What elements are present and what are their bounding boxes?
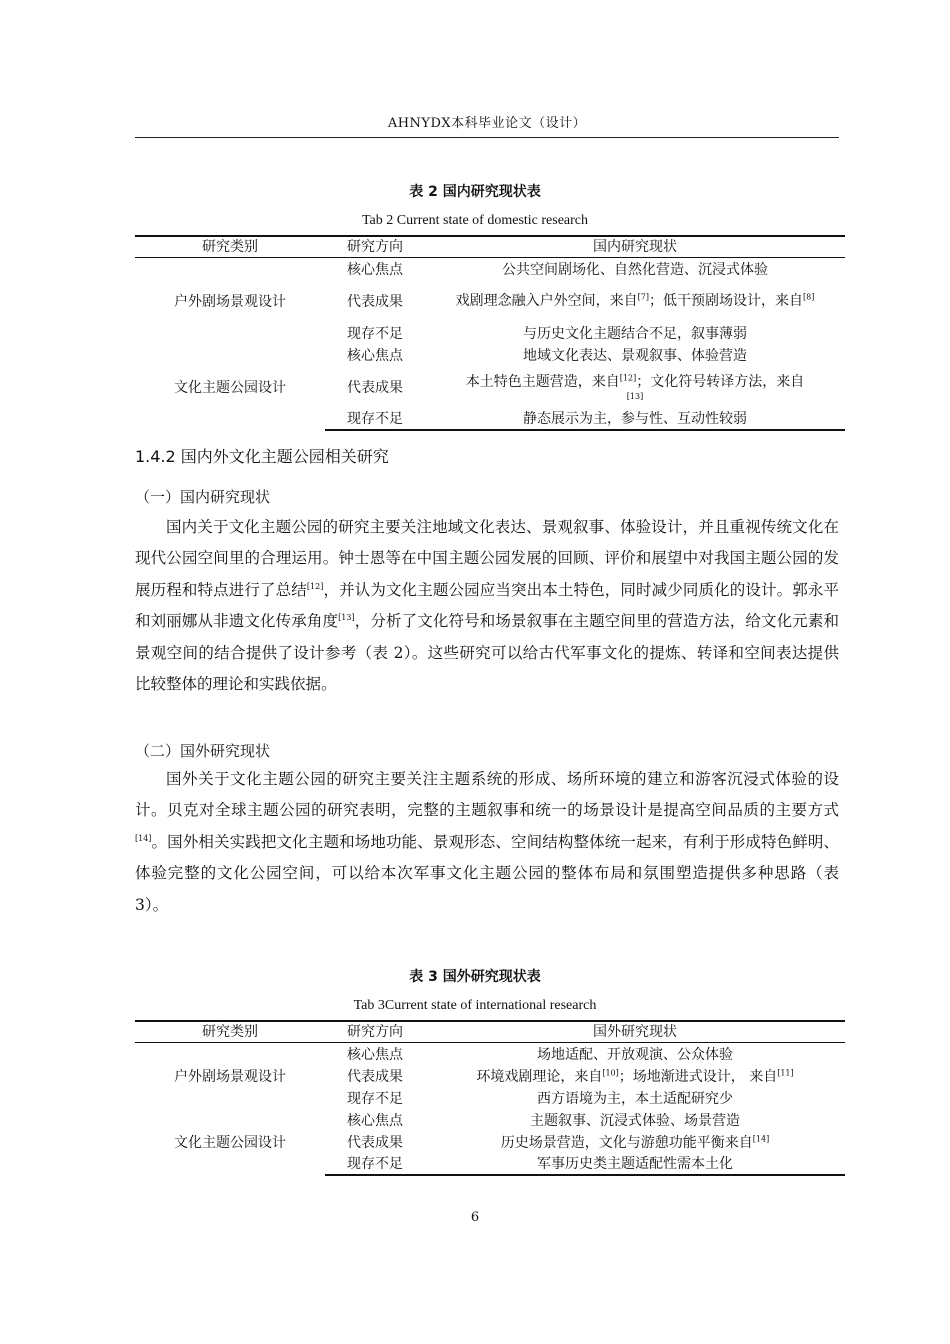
table-cell-direction: 核心焦点: [347, 261, 403, 278]
table2-caption-en: Tab 2 Current state of domestic research: [361, 213, 589, 228]
status-text: 本土特色主题营造，来自: [465, 373, 620, 390]
table-cell-status: 静态展示为主，参与性、互动性较弱: [425, 408, 845, 430]
table-cell-status: [425, 1065, 845, 1087]
status-text: ；文化符号转译方法，来自: [636, 373, 805, 390]
citation-ref: [14]: [135, 833, 152, 843]
table-cell-status: 地域文化表达、景观叙事、体验营造: [523, 347, 747, 364]
table-cell-status: 军事历史类主题适配性需本土化: [425, 1153, 845, 1175]
paragraph-text: 。国外相关实践把文化主题和场地功能、景观形态、空间结构整体统一起来，有利于形成特色鲜明、体验完整的文化公园空间，可以给本次军事文化主题公园的整体布局和氛围塑造提供多种思路（表 3）。: [135, 832, 839, 914]
domestic-subheading: （一）国内研究现状: [135, 488, 271, 506]
table-cell-status: 与历史文化主题结合不足，叙事薄弱: [523, 325, 747, 342]
table-cell-direction: 核心焦点: [347, 1046, 403, 1063]
section-heading: 1.4.2 国内外文化主题公园相关研究: [135, 447, 389, 466]
table-cell-direction: 现存不足: [347, 325, 403, 342]
foreign-paragraph: [135, 764, 839, 921]
table-cell-status: 场地适配、开放观演、公众体验: [537, 1046, 733, 1063]
table2-category-outdoor: 户外剧场景观设计: [174, 293, 286, 310]
table2: [135, 235, 845, 431]
table-row: [135, 1043, 845, 1065]
table-cell-status: [425, 280, 845, 322]
paragraph-text: 国外关于文化主题公园的研究主要关注主题系统的形成、场所环境的建立和游客沉浸式体验的设计。贝克对全球主题公园的研究表明，完整的主题叙事和统一的场景设计是提高空间品质的主要方式: [135, 770, 839, 820]
table3-header-category: 研究类别: [135, 1021, 325, 1043]
table-row: [135, 344, 845, 366]
status-text: ；场地渐进式设计， 来自: [618, 1068, 778, 1085]
paragraph-text: ，分析了文化符号和场景叙事在主题空间里的营造方法，给文化元素和景观空间的结合提供了设计参考（表 2）。这些研究可以给古代军事文化的提炼、转译和空间表达提供比较整体的理论和实践依据。: [135, 612, 839, 694]
citation-ref: [10]: [602, 1067, 619, 1077]
table3: [135, 1020, 845, 1176]
citation-ref: [11]: [777, 1067, 794, 1077]
table-cell-direction: 代表成果: [347, 293, 403, 310]
table3-category-culture: 文化主题公园设计: [174, 1134, 286, 1151]
table-cell-status: 主题叙事、沉浸式体验、场景营造: [530, 1112, 740, 1129]
table3-header-row: [135, 1021, 845, 1043]
status-text: ；低干预剧场设计，来自: [649, 292, 803, 309]
table-cell-direction: 现存不足: [347, 1090, 403, 1107]
table-cell-status: 公共空间剧场化、自然化营造、沉浸式体验: [502, 261, 768, 278]
table3-category-outdoor: 户外剧场景观设计: [174, 1068, 286, 1085]
table3-caption-cn: 表 3 国外研究现状表: [409, 969, 541, 985]
table-cell-status: [425, 1131, 845, 1153]
table-row: [135, 1109, 845, 1131]
citation-ref: [12]: [619, 372, 637, 382]
table3-header-status: 国外研究现状: [425, 1021, 845, 1043]
citation-ref: [8]: [803, 291, 815, 301]
table2-caption-cn: 表 2 国内研究现状表: [409, 184, 541, 200]
table-cell-direction: 现存不足: [325, 1153, 425, 1175]
foreign-subheading: （二）国外研究现状: [135, 742, 271, 760]
status-text: 戏剧理念融入户外空间，来自: [455, 292, 638, 309]
table2-header-category: 研究类别: [135, 236, 325, 258]
table-cell-direction: 代表成果: [347, 379, 403, 396]
table-cell-status: [425, 366, 845, 408]
table-cell-status: 西方语境为主，本土适配研究少: [537, 1090, 733, 1107]
table2-header-row: [135, 236, 845, 258]
citation-ref: [7]: [637, 291, 649, 301]
table-cell-direction: 现存不足: [325, 408, 425, 430]
header-rule: [135, 137, 839, 138]
table-cell-direction: 代表成果: [347, 1068, 403, 1085]
citation-ref: [12]: [306, 581, 324, 591]
domestic-paragraph: [135, 512, 839, 700]
table-row: [135, 258, 845, 280]
table2-header-status: 国内研究现状: [425, 236, 845, 258]
citation-ref: [13]: [338, 613, 355, 623]
table3-header-direction: 研究方向: [325, 1021, 425, 1043]
table-cell-direction: 核心焦点: [347, 347, 403, 364]
citation-ref: [13]: [626, 391, 644, 401]
table3-caption-en: Tab 3Current state of international research: [353, 998, 597, 1013]
status-text: 环境戏剧理论，来自: [476, 1068, 603, 1085]
table-cell-direction: 代表成果: [347, 1134, 403, 1151]
page-number: 6: [470, 1210, 480, 1225]
table2-category-culture: 文化主题公园设计: [174, 379, 286, 396]
paragraph-text: 国内关于文化主题公园的研究主要关注地域文化表达、景观叙事、体验设计，并且重视传统文化在现代公园空间里的合理运用。钟士恩等在中国主题公园发展的回顾、评价和展望中对我国主题公园的发展历程和特点进行了总结: [135, 518, 839, 599]
running-header: AHNYDX本科毕业论文（设计）: [387, 116, 587, 131]
citation-ref: [14]: [752, 1133, 770, 1143]
paragraph-text: ，并认为文化主题公园应当突出本土特色，同时减少同质化的设计。郭永平和刘丽娜从非遗文化传承角度: [135, 580, 839, 631]
status-text: 历史场景营造，文化与游憩功能平衡来自: [500, 1134, 753, 1151]
table-cell-direction: 核心焦点: [347, 1112, 403, 1129]
table2-header-direction: 研究方向: [325, 236, 425, 258]
